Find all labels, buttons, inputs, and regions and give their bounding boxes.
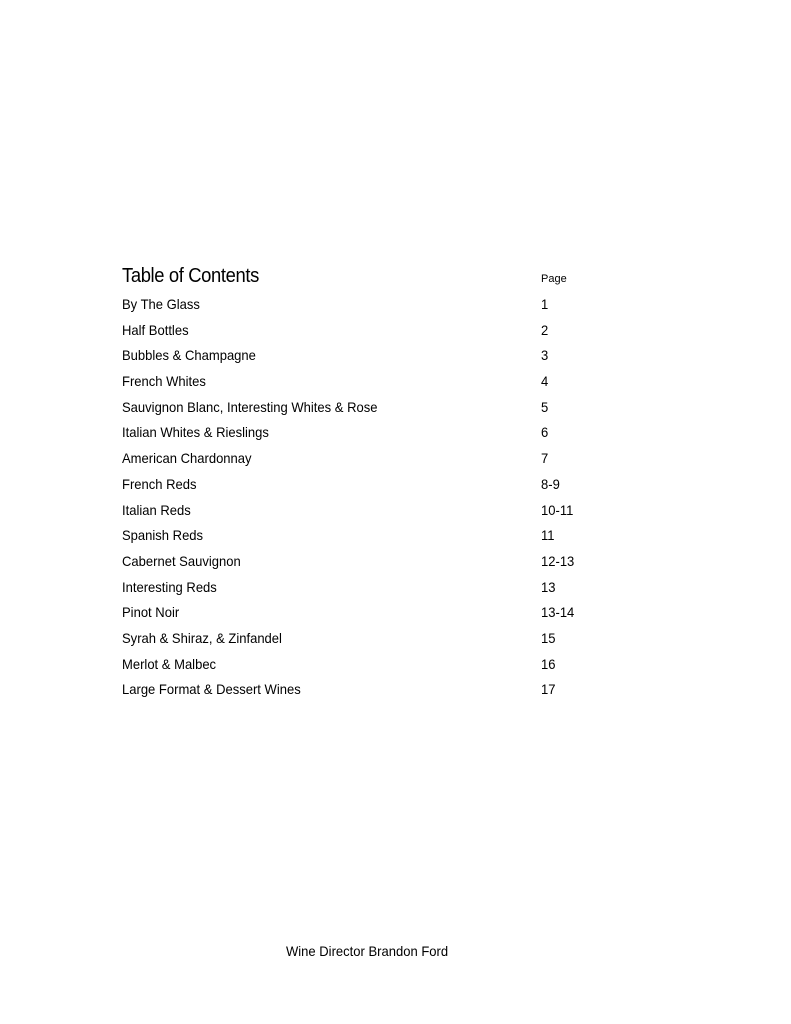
toc-entry-label: Italian Reds [122,501,191,518]
toc-entry-page: 10-11 [541,501,574,518]
toc-entry-pinot-noir [122,600,602,626]
toc-entry-label: Merlot & Malbec [122,655,217,672]
toc-entry-italian-reds [122,498,602,524]
toc-entry-half-bottles [122,318,602,344]
toc-entry-page: 11 [541,527,555,544]
toc-title: Table of Contents [122,265,259,287]
footer-wine-director: Wine Director Brandon Ford [286,943,449,959]
toc-entry-label: American Chardonnay [122,450,252,467]
toc-entry-page: 7 [541,450,549,467]
toc-entry-label: Half Bottles [122,321,189,338]
toc-entry-american-chardonnay [122,446,602,472]
toc-entry-label: Sauvignon Blanc, Interesting Whites & Rose [122,398,378,415]
toc-entry-page: 2 [541,321,549,338]
toc-entry-page: 17 [541,681,556,698]
toc-entry-syrah-shiraz-zinfandel [122,626,602,652]
table-of-contents [122,262,602,703]
toc-entry-bubbles-champagne [122,343,602,369]
toc-entry-cabernet-sauvignon [122,549,602,575]
toc-entry-page: 12-13 [541,552,575,569]
toc-entry-label: Syrah & Shiraz, & Zinfandel [122,629,282,646]
toc-entry-page: 13 [541,578,556,595]
toc-entry-page: 1 [541,296,549,312]
toc-entry-page: 15 [541,629,556,646]
toc-entry-label: Pinot Noir [122,604,180,621]
toc-list [122,292,602,703]
toc-entry-italian-whites [122,420,602,446]
toc-entry-page: 16 [541,655,556,672]
toc-entry-sauvignon-blanc [122,395,602,421]
toc-entry-merlot-malbec [122,652,602,678]
toc-entry-label: Large Format & Dessert Wines [122,681,301,698]
toc-entry-large-format-dessert [122,677,602,703]
toc-entry-french-reds [122,472,602,498]
toc-entry-page: 8-9 [541,475,560,492]
toc-entry-page: 6 [541,424,549,441]
toc-entry-label: Bubbles & Champagne [122,347,256,364]
toc-page-column-heading: Page [541,273,567,285]
toc-entry-label: Italian Whites & Rieslings [122,424,269,441]
toc-entry-french-whites [122,369,602,395]
toc-entry-page: 13-14 [541,604,575,621]
toc-entry-label: Cabernet Sauvignon [122,552,241,569]
toc-entry-page: 4 [541,373,549,390]
toc-entry-interesting-reds [122,575,602,601]
toc-entry-page: 3 [541,347,549,364]
toc-header [122,262,602,292]
toc-entry-label: French Whites [122,373,206,390]
toc-entry-label: Interesting Reds [122,578,217,595]
toc-entry-page: 5 [541,398,549,415]
toc-entry-label: By The Glass [122,296,200,312]
toc-entry-label: Spanish Reds [122,527,204,544]
toc-entry-label: French Reds [122,475,197,492]
toc-entry-spanish-reds [122,523,602,549]
toc-entry-by-the-glass [122,292,602,318]
